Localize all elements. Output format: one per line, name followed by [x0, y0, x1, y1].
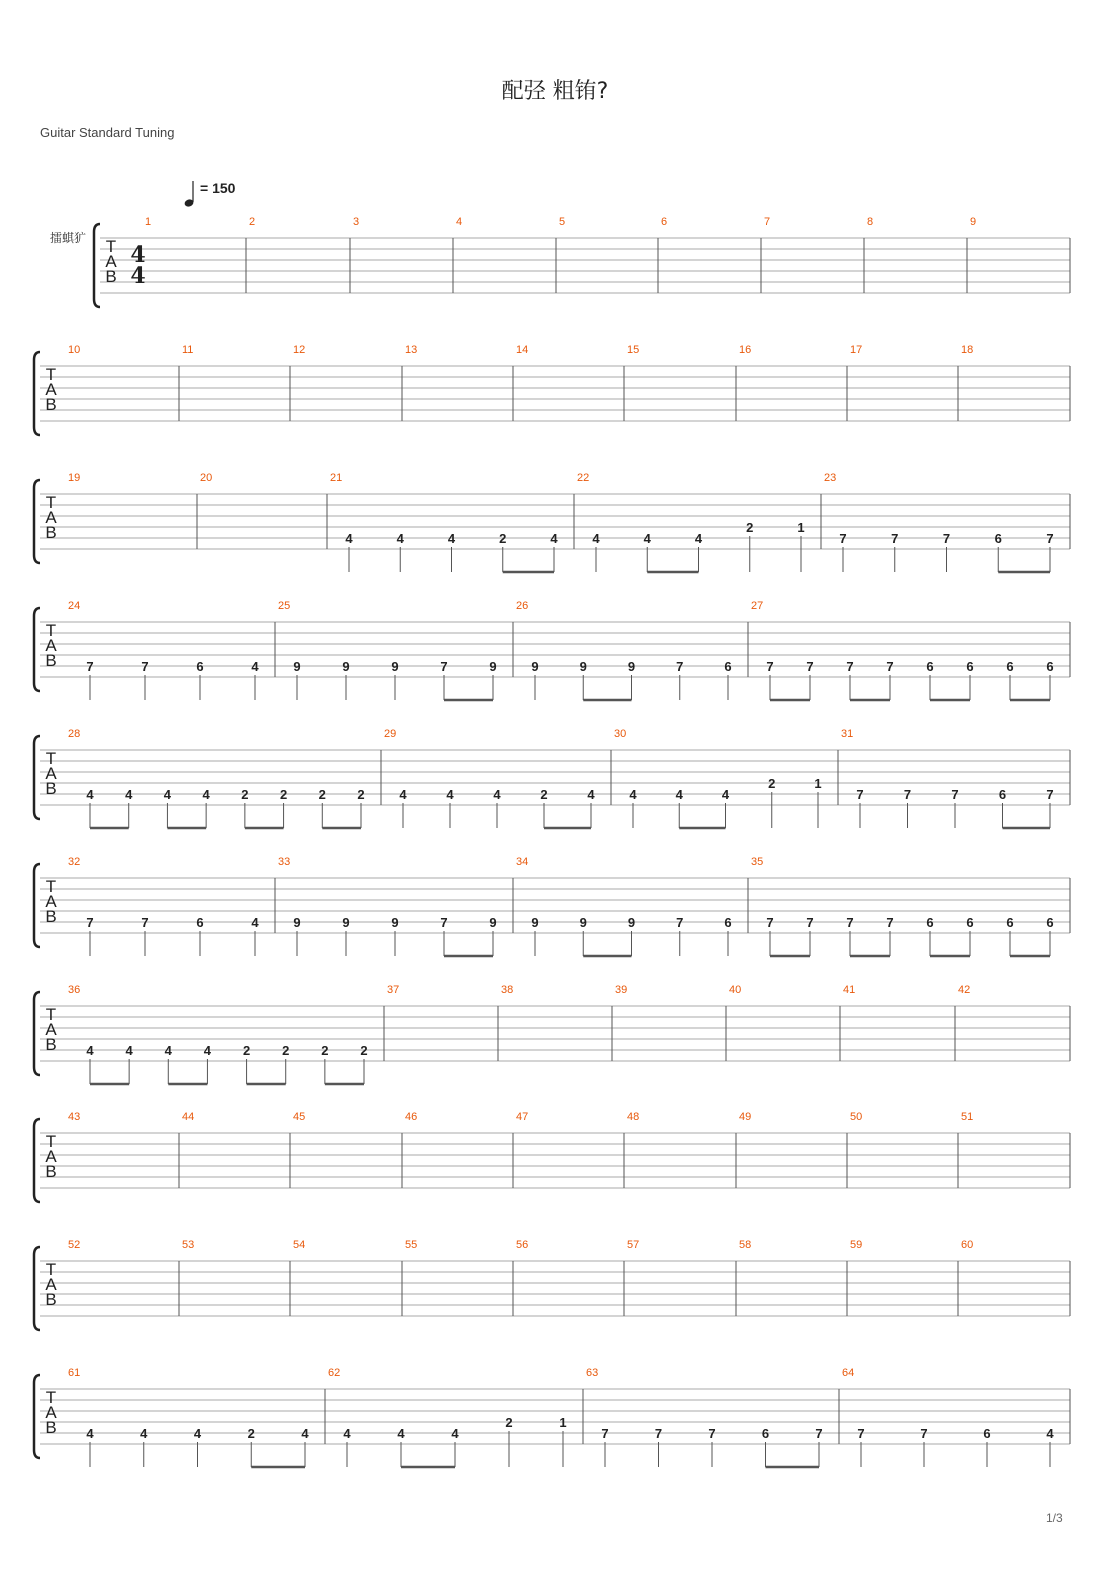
staff-bracket — [34, 1247, 40, 1330]
measure-number: 4 — [456, 216, 463, 228]
fret-number: 4 — [587, 787, 595, 802]
measure-number: 33 — [278, 856, 291, 868]
fret-number: 4 — [86, 787, 94, 802]
fret-number: 4 — [345, 531, 353, 546]
fret-number: 6 — [724, 659, 732, 674]
staff-bracket — [34, 480, 40, 563]
measure-number: 22 — [577, 472, 590, 484]
measure-number: 28 — [68, 728, 81, 740]
fret-number: 6 — [994, 531, 1002, 546]
tab-system — [34, 1239, 1070, 1330]
measure-number: 24 — [68, 600, 81, 612]
fret-number: 7 — [86, 915, 94, 930]
measure-number: 30 — [614, 728, 627, 740]
fret-number: 4 — [721, 787, 730, 802]
measure-number: 47 — [516, 1111, 529, 1123]
measure-number: 14 — [516, 344, 529, 356]
fret-number: 9 — [489, 659, 497, 674]
fret-number: 6 — [926, 659, 934, 674]
fret-number: 6 — [196, 659, 204, 674]
fret-number: 7 — [141, 915, 149, 930]
fret-number: 4 — [140, 1426, 148, 1441]
measure-number: 20 — [200, 472, 213, 484]
measure-number: 39 — [615, 984, 628, 996]
fret-number: 2 — [357, 787, 365, 802]
staff-bracket — [34, 992, 40, 1075]
measure-number: 46 — [405, 1111, 418, 1123]
fret-number: 6 — [1006, 915, 1014, 930]
measure-number: 34 — [516, 856, 529, 868]
fret-number: 7 — [1046, 787, 1054, 802]
fret-number: 7 — [886, 659, 894, 674]
fret-number: 4 — [643, 531, 651, 546]
tab-system — [34, 728, 1070, 828]
measure-number: 3 — [353, 216, 360, 228]
tab-clef-letter: A — [45, 1020, 57, 1039]
fret-number: 2 — [282, 1043, 290, 1058]
tempo-marking: = 150 — [200, 180, 236, 196]
fret-number: 9 — [531, 659, 539, 674]
measure-number: 5 — [559, 216, 566, 228]
tab-clef-letter: B — [45, 1162, 57, 1181]
measure-number: 15 — [627, 344, 640, 356]
fret-number: 4 — [629, 787, 637, 802]
tab-system — [34, 1111, 1070, 1202]
measure-number: 45 — [293, 1111, 306, 1123]
fret-number: 9 — [342, 659, 350, 674]
fret-number: 7 — [766, 659, 774, 674]
tab-clef-letter: T — [45, 1388, 57, 1407]
fret-number: 2 — [321, 1043, 329, 1058]
fret-number: 6 — [998, 787, 1007, 802]
measure-number: 50 — [850, 1111, 863, 1123]
fret-number: 7 — [951, 787, 959, 802]
fret-number: 4 — [251, 915, 259, 930]
fret-number: 2 — [242, 1043, 251, 1058]
quarter-note-icon — [184, 181, 195, 208]
fret-number: 4 — [493, 787, 501, 802]
tab-system — [34, 344, 1070, 435]
tab-clef-letter: T — [105, 237, 117, 256]
fret-number: 9 — [293, 915, 301, 930]
measure-number: 48 — [627, 1111, 640, 1123]
fret-number: 9 — [627, 915, 636, 930]
measure-number: 36 — [68, 984, 81, 996]
measure-number: 60 — [961, 1239, 974, 1251]
fret-number: 4 — [202, 787, 210, 802]
fret-number: 4 — [694, 531, 703, 546]
fret-number: 7 — [1046, 531, 1054, 546]
measure-number: 16 — [739, 344, 752, 356]
measure-number: 31 — [841, 728, 854, 740]
fret-number: 7 — [708, 1426, 716, 1441]
fret-number: 7 — [846, 915, 854, 930]
tab-clef-letter: B — [45, 907, 57, 926]
fret-number: 4 — [125, 787, 133, 802]
measure-number: 27 — [751, 600, 764, 612]
staff-bracket — [34, 608, 40, 691]
staff-bracket — [34, 352, 40, 435]
fret-number: 4 — [550, 531, 558, 546]
fret-number: 7 — [676, 915, 684, 930]
measure-number: 64 — [842, 1367, 855, 1379]
fret-number: 6 — [966, 659, 974, 674]
measure-number: 54 — [293, 1239, 306, 1251]
staff-bracket — [34, 1119, 40, 1202]
measure-number: 9 — [970, 216, 977, 228]
fret-number: 7 — [654, 1426, 663, 1441]
measure-number: 12 — [293, 344, 306, 356]
fret-number: 9 — [293, 659, 301, 674]
fret-number: 4 — [343, 1426, 351, 1441]
tab-clef-letter: A — [45, 764, 57, 783]
staff-bracket — [94, 224, 100, 307]
measure-number: 55 — [405, 1239, 418, 1251]
fret-number: 9 — [391, 915, 399, 930]
measure-number: 7 — [764, 216, 771, 228]
measure-number: 8 — [867, 216, 874, 228]
fret-number: 7 — [886, 915, 894, 930]
tab-clef-letter: T — [45, 1005, 57, 1024]
measure-number: 23 — [824, 472, 837, 484]
fret-number: 9 — [579, 659, 587, 674]
fret-number: 2 — [540, 787, 548, 802]
tab-clef-letter: B — [45, 779, 57, 798]
measure-number: 35 — [751, 856, 764, 868]
fret-number: 2 — [746, 520, 754, 535]
fret-number: 6 — [1006, 659, 1014, 674]
fret-number: 7 — [806, 915, 814, 930]
tab-clef-letter: B — [105, 267, 117, 286]
tab-clef-letter: T — [45, 1260, 57, 1279]
time-signature-bottom: 4 — [130, 263, 146, 289]
fret-number: 4 — [86, 1043, 94, 1058]
fret-number: 9 — [579, 915, 587, 930]
fret-number: 4 — [251, 659, 259, 674]
measure-number: 58 — [739, 1239, 752, 1251]
fret-number: 9 — [391, 659, 399, 674]
measure-number: 13 — [405, 344, 418, 356]
staff-bracket — [34, 736, 40, 819]
tab-clef-letter: A — [45, 1403, 57, 1422]
fret-number: 7 — [891, 531, 899, 546]
tab-clef-letter: T — [45, 365, 57, 384]
measure-number: 19 — [68, 472, 81, 484]
fret-number: 7 — [815, 1426, 823, 1441]
fret-number: 1 — [797, 520, 805, 535]
track-name: 擂蜞犷 — [50, 231, 87, 245]
page-number: 1/3 — [1046, 1511, 1063, 1525]
tab-system — [34, 984, 1070, 1084]
fret-number: 7 — [942, 531, 951, 546]
tab-clef-letter: A — [105, 252, 117, 271]
measure-number: 42 — [958, 984, 971, 996]
fret-number: 7 — [806, 659, 814, 674]
fret-number: 1 — [559, 1415, 567, 1430]
time-signature-top: 4 — [130, 242, 146, 268]
tab-clef-letter: B — [45, 1035, 57, 1054]
staff-bracket — [34, 1375, 40, 1458]
measure-number: 51 — [961, 1111, 974, 1123]
tab-clef-letter: B — [45, 523, 57, 542]
tab-clef-letter: A — [45, 1275, 57, 1294]
tab-clef-letter: A — [45, 380, 57, 399]
fret-number: 9 — [342, 915, 350, 930]
fret-number: 7 — [86, 659, 94, 674]
measure-number: 18 — [961, 344, 974, 356]
fret-number: 2 — [279, 787, 288, 802]
fret-number: 7 — [766, 915, 774, 930]
fret-number: 2 — [360, 1043, 368, 1058]
measure-number: 61 — [68, 1367, 81, 1379]
fret-number: 4 — [203, 1043, 212, 1058]
measure-number: 17 — [850, 344, 863, 356]
fret-number: 9 — [531, 915, 539, 930]
measure-number: 10 — [68, 344, 81, 356]
fret-number: 7 — [440, 915, 448, 930]
fret-number: 4 — [86, 1426, 94, 1441]
fret-number: 7 — [839, 531, 847, 546]
tab-clef-letter: T — [45, 493, 57, 512]
measure-number: 62 — [328, 1367, 341, 1379]
measure-number: 43 — [68, 1111, 81, 1123]
fret-number: 4 — [1046, 1426, 1054, 1441]
fret-number: 2 — [247, 1426, 255, 1441]
tuning-label: Guitar Standard Tuning — [40, 125, 175, 140]
fret-number: 6 — [724, 915, 732, 930]
tab-clef-letter: T — [45, 621, 57, 640]
fret-number: 4 — [447, 531, 456, 546]
measure-number: 11 — [182, 344, 194, 356]
fret-number: 6 — [1046, 659, 1054, 674]
fret-number: 9 — [489, 915, 497, 930]
fret-number: 4 — [163, 787, 172, 802]
tab-clef-letter: B — [45, 1418, 57, 1437]
measure-number: 1 — [145, 216, 152, 228]
tab-clef-letter: T — [45, 1132, 57, 1151]
fret-number: 6 — [196, 915, 204, 930]
staff-bracket — [34, 864, 40, 947]
tab-system — [94, 216, 1070, 307]
fret-number: 6 — [926, 915, 934, 930]
fret-number: 7 — [440, 659, 448, 674]
measure-number: 52 — [68, 1239, 81, 1251]
fret-number: 4 — [164, 1043, 172, 1058]
fret-number: 7 — [141, 659, 149, 674]
fret-number: 1 — [814, 776, 822, 791]
measure-number: 59 — [850, 1239, 863, 1251]
measure-number: 56 — [516, 1239, 529, 1251]
measure-number: 49 — [739, 1111, 752, 1123]
measure-number: 25 — [278, 600, 291, 612]
tab-system — [34, 1367, 1070, 1467]
measure-number: 38 — [501, 984, 514, 996]
measure-number: 53 — [182, 1239, 195, 1251]
measure-number: 32 — [68, 856, 81, 868]
measure-number: 6 — [661, 216, 668, 228]
fret-number: 4 — [451, 1426, 459, 1441]
tab-clef-letter: A — [45, 508, 57, 527]
tab-system — [34, 472, 1070, 572]
fret-number: 4 — [301, 1426, 309, 1441]
tab-clef-letter: A — [45, 636, 57, 655]
fret-number: 6 — [1046, 915, 1054, 930]
fret-number: 2 — [505, 1415, 513, 1430]
fret-number: 9 — [627, 659, 636, 674]
fret-number: 4 — [396, 531, 404, 546]
tab-clef-letter: B — [45, 1290, 57, 1309]
tab-clef-letter: B — [45, 651, 57, 670]
fret-number: 7 — [846, 659, 854, 674]
song-title: 配弪 粗铕? — [501, 79, 609, 104]
fret-number: 7 — [857, 1426, 865, 1441]
fret-number: 4 — [397, 1426, 405, 1441]
fret-number: 2 — [499, 531, 507, 546]
fret-number: 2 — [318, 787, 326, 802]
measure-number: 29 — [384, 728, 397, 740]
tab-clef-letter: B — [45, 395, 57, 414]
fret-number: 7 — [676, 659, 684, 674]
fret-number: 6 — [966, 915, 974, 930]
fret-number: 6 — [983, 1426, 991, 1441]
measure-number: 26 — [516, 600, 529, 612]
measure-number: 37 — [387, 984, 400, 996]
fret-number: 6 — [761, 1426, 770, 1441]
measure-number: 41 — [843, 984, 856, 996]
tab-clef-letter: A — [45, 892, 57, 911]
measure-number: 21 — [330, 472, 343, 484]
fret-number: 4 — [675, 787, 683, 802]
tab-clef-letter: T — [45, 877, 57, 896]
tab-system — [34, 600, 1070, 700]
fret-number: 4 — [446, 787, 454, 802]
fret-number: 7 — [920, 1426, 928, 1441]
measure-number: 2 — [249, 216, 256, 228]
fret-number: 4 — [193, 1426, 202, 1441]
fret-number: 4 — [125, 1043, 133, 1058]
measure-number: 57 — [627, 1239, 640, 1251]
fret-number: 7 — [903, 787, 912, 802]
fret-number: 4 — [399, 787, 407, 802]
fret-number: 7 — [601, 1426, 609, 1441]
fret-number: 7 — [856, 787, 864, 802]
tab-system — [34, 856, 1070, 956]
measure-number: 40 — [729, 984, 742, 996]
measure-number: 44 — [182, 1111, 195, 1123]
measure-number: 63 — [586, 1367, 599, 1379]
fret-number: 2 — [768, 776, 776, 791]
tab-clef-letter: A — [45, 1147, 57, 1166]
fret-number: 2 — [241, 787, 249, 802]
tab-clef-letter: T — [45, 749, 57, 768]
fret-number: 4 — [592, 531, 600, 546]
